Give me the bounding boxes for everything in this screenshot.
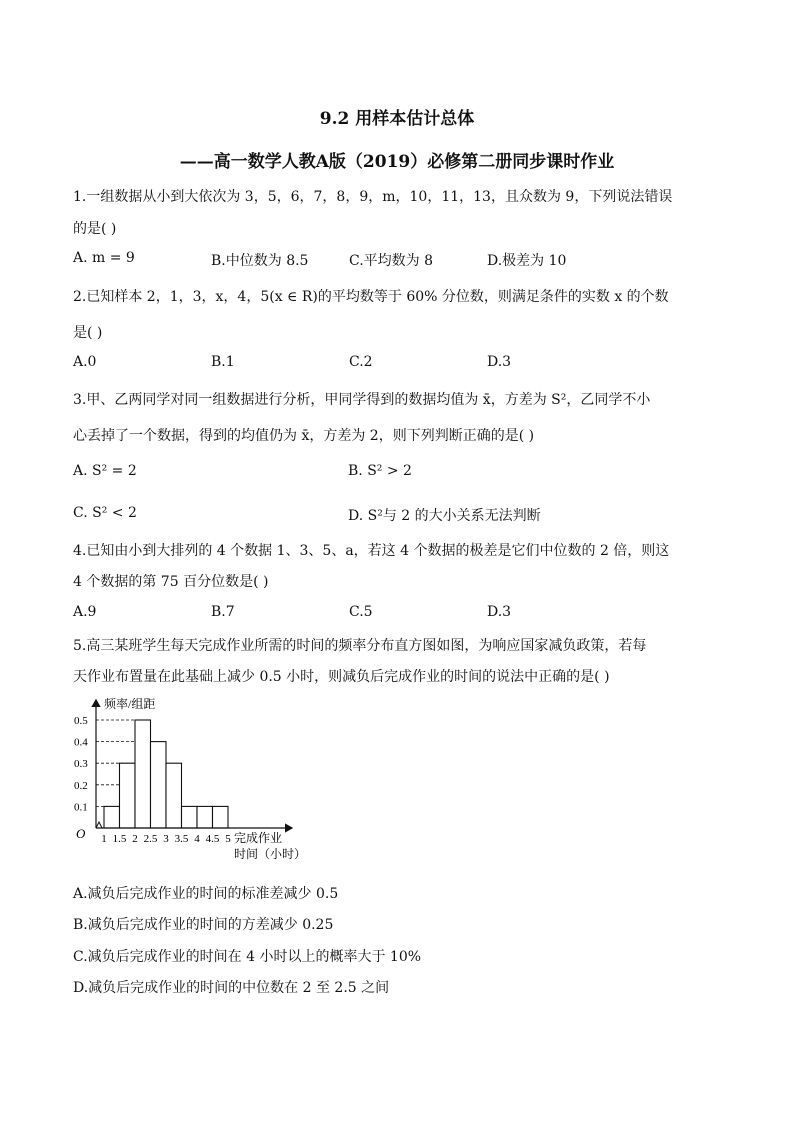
y-tick-label: 0.2 (74, 779, 88, 792)
histogram-bar-6 (182, 806, 198, 828)
q5-option-b: B.减负后完成作业的时间的方差减少 0.25 (73, 917, 334, 933)
q3-option-c: C. S² < 2 (73, 505, 137, 521)
x-tick-label: 3 (163, 833, 169, 845)
frequency-histogram (72, 694, 312, 866)
q1-stem-line2: 的是( ) (73, 221, 117, 237)
q1-option-c: C.平均数为 8 (349, 253, 434, 269)
page-title: 9.2 用样本估计总体 (319, 109, 475, 129)
q3-stem-line2: 心丢掉了一个数据，得到的均值仍为 x̄，方差为 2，则下列判断正确的是( ) (73, 428, 535, 444)
histogram-bar-2 (120, 763, 136, 828)
q1-stem-line1: 1.一组数据从小到大依次为 3，5，6，7，8，9，m，10，11，13，且众数为 9，下列说法错误 (73, 189, 673, 205)
q4-option-c: C.5 (349, 604, 373, 620)
histogram-bar-3 (135, 720, 151, 828)
y-tick-label: 0.3 (74, 758, 88, 771)
y-axis-label: 频率/组距 (104, 697, 156, 711)
q5-stem-line2: 天作业布置量在此基础上减少 0.5 小时，则减负后完成作业的时间的说法中正确的是( ) (73, 669, 610, 685)
q4-option-a: A.9 (73, 604, 97, 620)
y-tick-label: 0.4 (74, 736, 88, 749)
page-subtitle: ——高一数学人教A版（2019）必修第二册同步课时作业 (179, 152, 615, 172)
q2-option-b: B.1 (211, 354, 235, 370)
q1-option-d: D.极差为 10 (487, 253, 567, 269)
histogram-bar-1 (104, 806, 120, 828)
q2-stem-line2: 是( ) (73, 325, 103, 341)
origin-label: O (76, 826, 86, 841)
y-tick-label: 0.1 (74, 801, 88, 814)
x-tick-label: 5 (225, 833, 231, 845)
q2-option-d: D.3 (487, 354, 512, 370)
histogram-bar-4 (151, 742, 167, 828)
x-tick-label: 2 (132, 833, 138, 845)
q2-option-a: A.0 (73, 354, 97, 370)
q1-option-b: B.中位数为 8.5 (211, 253, 309, 269)
q5-option-d: D.减负后完成作业的时间的中位数在 2 至 2.5 之间 (73, 980, 390, 996)
y-tick-label: 0.5 (74, 715, 88, 727)
histogram-bar-5 (166, 763, 182, 828)
x-tick-label: 3.5 (174, 833, 189, 845)
q1-option-a: A. m = 9 (73, 250, 135, 266)
x-tick-label: 1.5 (112, 833, 127, 845)
histogram-bar-8 (213, 806, 229, 828)
q4-stem-line1: 4.已知由小到大排列的 4 个数据 1、3、5、a，若这 4 个数据的极差是它们中位数的 2 倍，则这 (73, 543, 670, 559)
q4-option-b: B.7 (211, 604, 235, 620)
q3-option-a: A. S² = 2 (73, 463, 137, 479)
x-tick-label: 2.5 (143, 833, 158, 845)
x-tick-label: 1 (101, 833, 107, 845)
q2-stem-line1: 2.已知样本 2，1，3，x，4，5(x ∈ R)的平均数等于 60% 分位数，则满足条件的实数 x 的个数 (73, 289, 669, 305)
q5-option-c: C.减负后完成作业的时间在 4 小时以上的概率大于 10% (73, 949, 422, 965)
x-axis-label-line2: 时间（小时） (234, 847, 307, 861)
q4-stem-line2: 4 个数据的第 75 百分位数是( ) (73, 574, 269, 590)
q3-option-b: B. S² > 2 (348, 463, 412, 479)
q5-stem-line1: 5.高三某班学生每天完成作业所需的时间的频率分布直方图如图，为响应国家减负政策，若每 (73, 638, 647, 654)
x-tick-label: 4.5 (205, 833, 220, 845)
axis-break-mark (96, 822, 102, 828)
q4-option-d: D.3 (487, 604, 512, 620)
histogram-bar-7 (197, 806, 213, 828)
q3-stem-line1: 3.甲、乙两同学对同一组数据进行分析，甲同学得到的数据均值为 x̄，方差为 S²，乙同学不小 (73, 392, 651, 408)
q3-option-d: D. S²与 2 的大小关系无法判断 (348, 508, 541, 524)
x-tick-label: 4 (194, 833, 200, 845)
x-axis-label-line1: 完成作业 (234, 831, 283, 845)
q2-option-c: C.2 (349, 354, 373, 370)
q5-option-a: A.减负后完成作业的时间的标准差减少 0.5 (73, 886, 339, 902)
